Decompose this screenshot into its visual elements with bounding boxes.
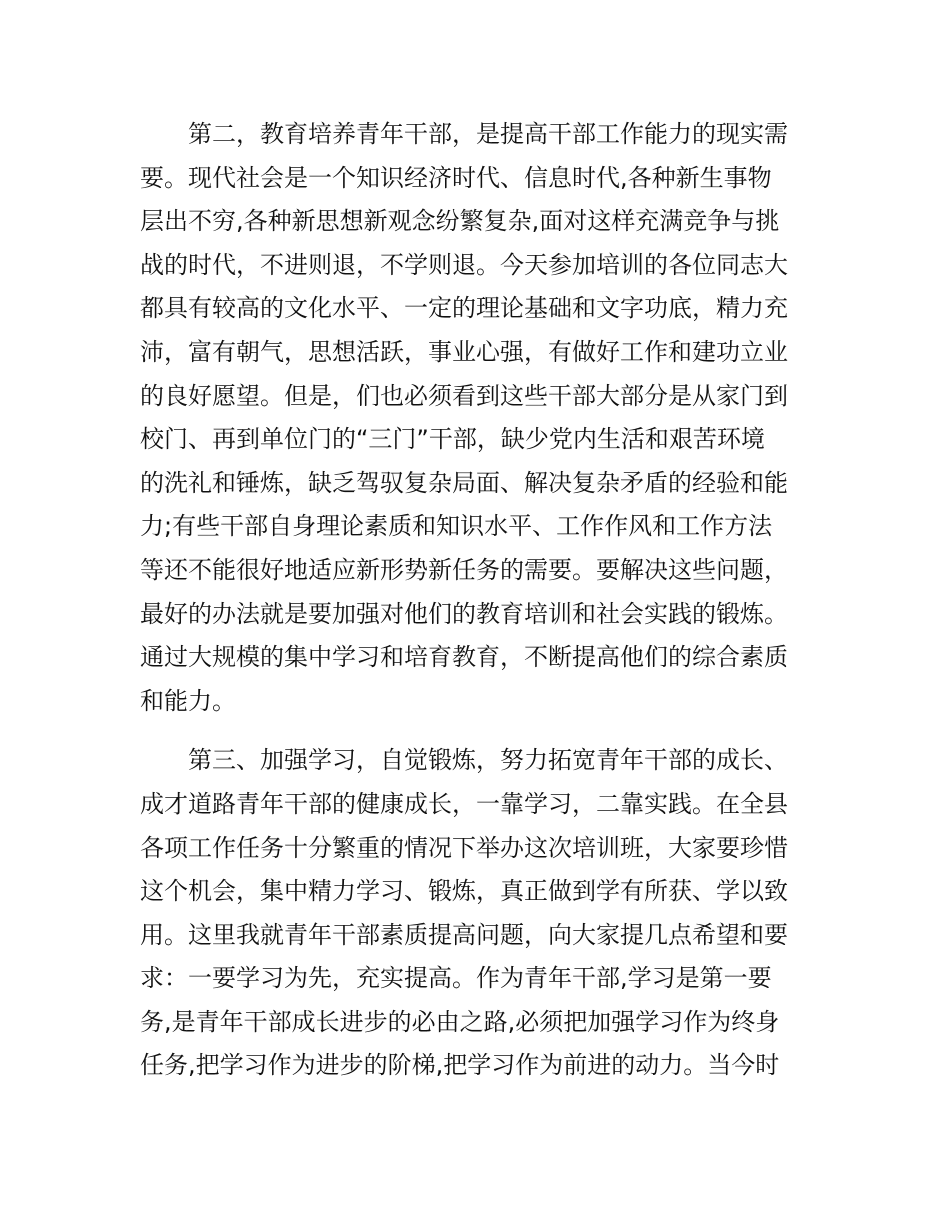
text-line: 等还不能很好地适应新形势新任务的需要。要解决这些问题， [140,555,788,584]
text-line: 和能力。 [140,686,236,715]
text-line: 要。现代社会是一个知识经济时代、信息时代,各种新生事物 [140,163,772,192]
text-line: 成才道路青年干部的健康成长，一靠学习，二靠实践。在全县 [140,789,788,818]
text-line: 通过大规模的集中学习和培育教育，不断提高他们的综合素质 [140,643,788,672]
text-line: 求：一要学习为先，充实提高。作为青年干部,学习是第一要 [140,964,772,993]
text-line: 用。这里我就青年干部素质提高问题，向大家提几点希望和要 [140,920,788,949]
text-line: 的良好愿望。但是，们也必须看到这些干部大部分是从家门到 [140,381,788,410]
text-line: 务,是青年干部成长进步的必由之路,必须把加强学习作为终身 [140,1007,780,1036]
paragraph-3 [140,739,812,1088]
text-line: 校门、再到单位门的“三门”干部，缺少党内生活和艰苦环境 [140,425,765,454]
text-line: 的洗礼和锤炼，缺乏驾驭复杂局面、解决复杂矛盾的经验和能 [140,468,788,497]
text-line: 这个机会，集中精力学习、锻炼，真正做到学有所获、学以致 [140,877,788,906]
text-line: 任务,把学习作为进步的阶梯,把学习作为前进的动力。当今时 [140,1051,780,1080]
paragraph-gap [140,723,812,739]
text-line: 战的时代，不进则退，不学则退。今天参加培训的各位同志大 [140,250,788,279]
text-line: 第二，教育培养青年干部，是提高干部工作能力的现实需 [188,120,788,148]
text-line: 各项工作任务十分繁重的情况下举办这次培训班，大家要珍惜 [140,833,788,862]
text-line: 沛，富有朝气，思想活跃，事业心强，有做好工作和建功立业 [140,337,788,366]
paragraph-2 [140,113,812,723]
text-line: 层出不穷,各种新思想新观念纷繁复杂,面对这样充满竞争与挑 [140,207,780,236]
document-page [140,113,812,1088]
text-line: 第三、加强学习，自觉锻炼，努力拓宽青年干部的成长、 [188,746,788,775]
text-line: 最好的办法就是要加强对他们的教育培训和社会实践的锻炼。 [140,599,788,628]
text-line: 力;有些干部自身理论素质和知识水平、工作作风和工作方法 [140,512,773,541]
text-line: 都具有较高的文化水平、一定的理论基础和文字功底，精力充 [140,294,788,323]
